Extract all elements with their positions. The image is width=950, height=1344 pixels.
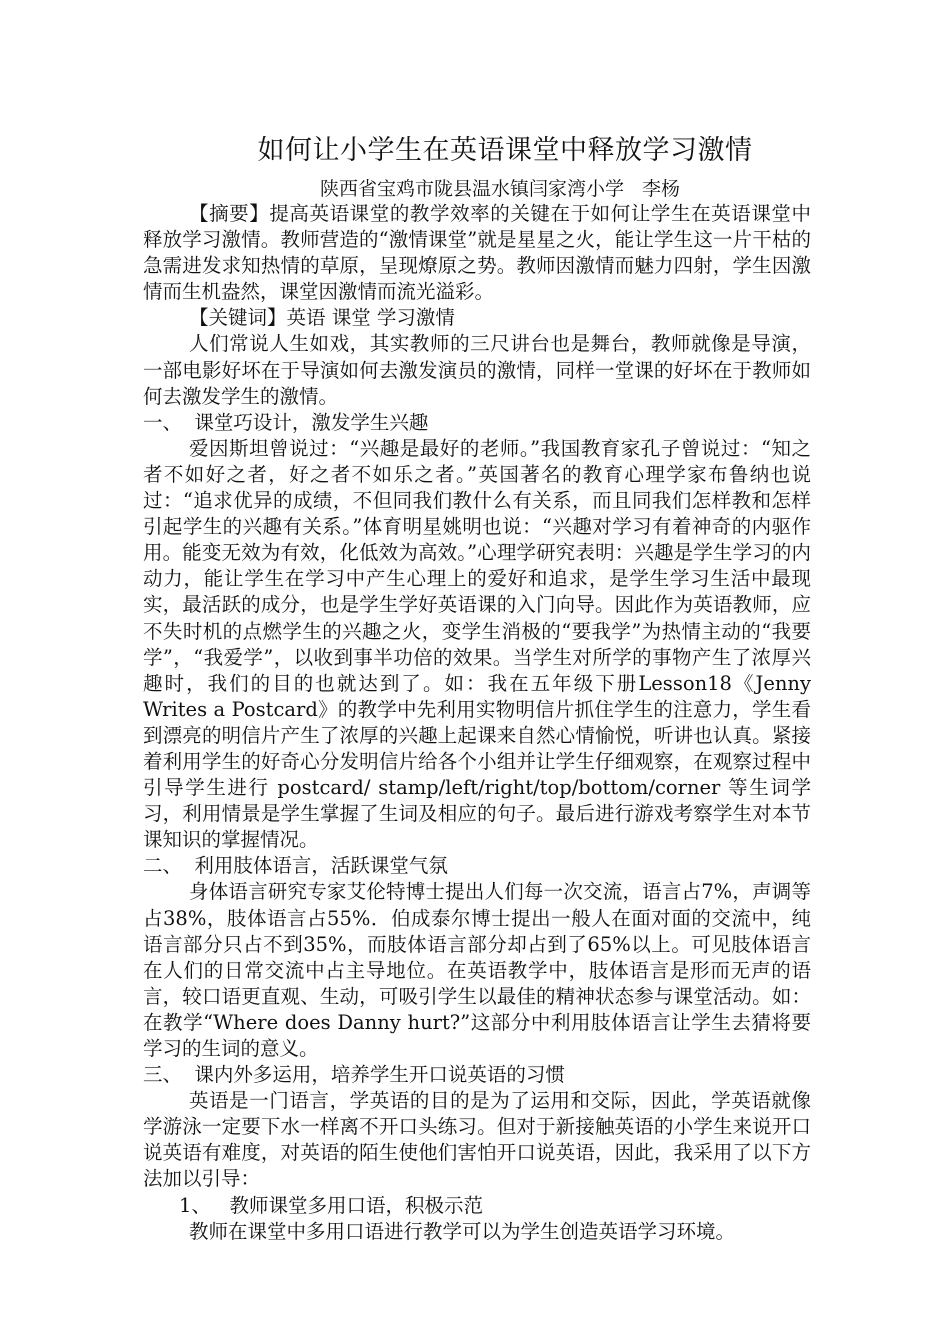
- subsection-paragraph-1: 教师在课堂中多用口语进行教学可以为学生创造英语学习环境。: [189, 1219, 736, 1243]
- section-heading-1: 一、 课堂巧设计，激发学生兴趣: [143, 410, 429, 434]
- subsection-heading-1: 1、 教师课堂多用口语，积极示范: [179, 1193, 484, 1217]
- section-paragraph-3: 英语是一门语言，学英语的目的是为了运用和交际，因此，学英语就像学游泳一定要下水一样离不开口头练习。但对于新接触英语的小学生来说开口说英语有难度，对英语的陌生使他们害怕开口说英语，因此，我采用了以下方法加以引导：: [143, 1089, 811, 1191]
- section-heading-3: 三、 课内外多运用，培养学生开口说英语的习惯: [143, 1063, 565, 1087]
- keywords-line: 【关键词】英语 课堂 学习激情: [189, 306, 455, 330]
- abstract-paragraph: 【摘要】提高英语课堂的教学效率的关键在于如何让学生在英语课堂中释放学习激情。教师营造的“激情课堂”就是星星之火，能让学生这一片干枯的急需进发求知热情的草原，呈现燎原之势。教师因激情而魅力四射，学生因激情而生机盎然，课堂因激情而流光溢彩。: [143, 202, 811, 304]
- intro-paragraph: 人们常说人生如戏，其实教师的三尺讲台也是舞台，教师就像是导演，一部电影好坏在于导演如何去激发演员的激情，同样一堂课的好坏在于教师如何去激发学生的激情。: [143, 332, 811, 408]
- section-paragraph-2: 身体语言研究专家艾伦特博士提出人们每一次交流，语言占7%，声调等占38%，肢体语言占55%．伯成泰尔博士提出一般人在面对面的交流中，纯语言部分只占不到35%，而肢体语言部分却占到了65%以上。可见肢体语言在人们的日常交流中占主导地位。在英语教学中，肢体语言是形而无声的语言，较口语更直观、生动，可吸引学生以最佳的精神状态参与课堂活动。如：在教学“Where does Danny hurt?”这部分中利用肢体语言让学生去猜将要学习的生词的意义。: [143, 880, 811, 1060]
- document-title: 如何让小学生在英语课堂中释放学习激情: [257, 135, 753, 166]
- document-body: [143, 201, 811, 1245]
- section-paragraph-1: 爱因斯坦曾说过：“兴趣是最好的老师。”我国教育家孔子曾说过：“知之者不如好之者，好之者不如乐之者。”英国著名的教育心理学家布鲁纳也说过：“追求优异的成绩，不但同我们教什么有关系，而且同我们怎样教和怎样引起学生的兴趣有关系。”体育明星姚明也说：“兴趣对学习有着神奇的内驱作用。能变无效为有效，化低效为高效。”心理学研究表明：兴趣是学生学习的内动力，能让学生在学习中产生心理上的爱好和追求，是学生学习生活中最现实，最活跃的成分，也是学生学好英语课的入门向导。因此作为英语教师，应不失时机的点燃学生的兴趣之火，变学生消极的“要我学”为热情主动的“我要学”，“我爱学”，以收到事半功倍的效果。当学生对所学的事物产生了浓厚兴趣时，我们的目的也就达到了。如：我在五年级下册Lesson18《Jenny Writes a Postcard》的教学中先利用实物明信片抓住学生的注意力，学生看到漂亮的明信片产生了浓厚的兴趣上起课来自然心情愉悦，听讲也认真。紧接着利用学生的好奇心分发明信片给各个小组并让学生仔细观察，在观察过程中引导学生进行 postcard/ stamp/left/right/top/bottom/corner 等生词学习，利用情景是学生掌握了生词及相应的句子。最后进行游戏考察学生对本节课知识的掌握情况。: [143, 436, 811, 852]
- author-line: 陕西省宝鸡市陇县温水镇闫家湾小学 李杨: [319, 178, 681, 200]
- section-heading-2: 二、 利用肢体语言，活跃课堂气氛: [143, 854, 448, 878]
